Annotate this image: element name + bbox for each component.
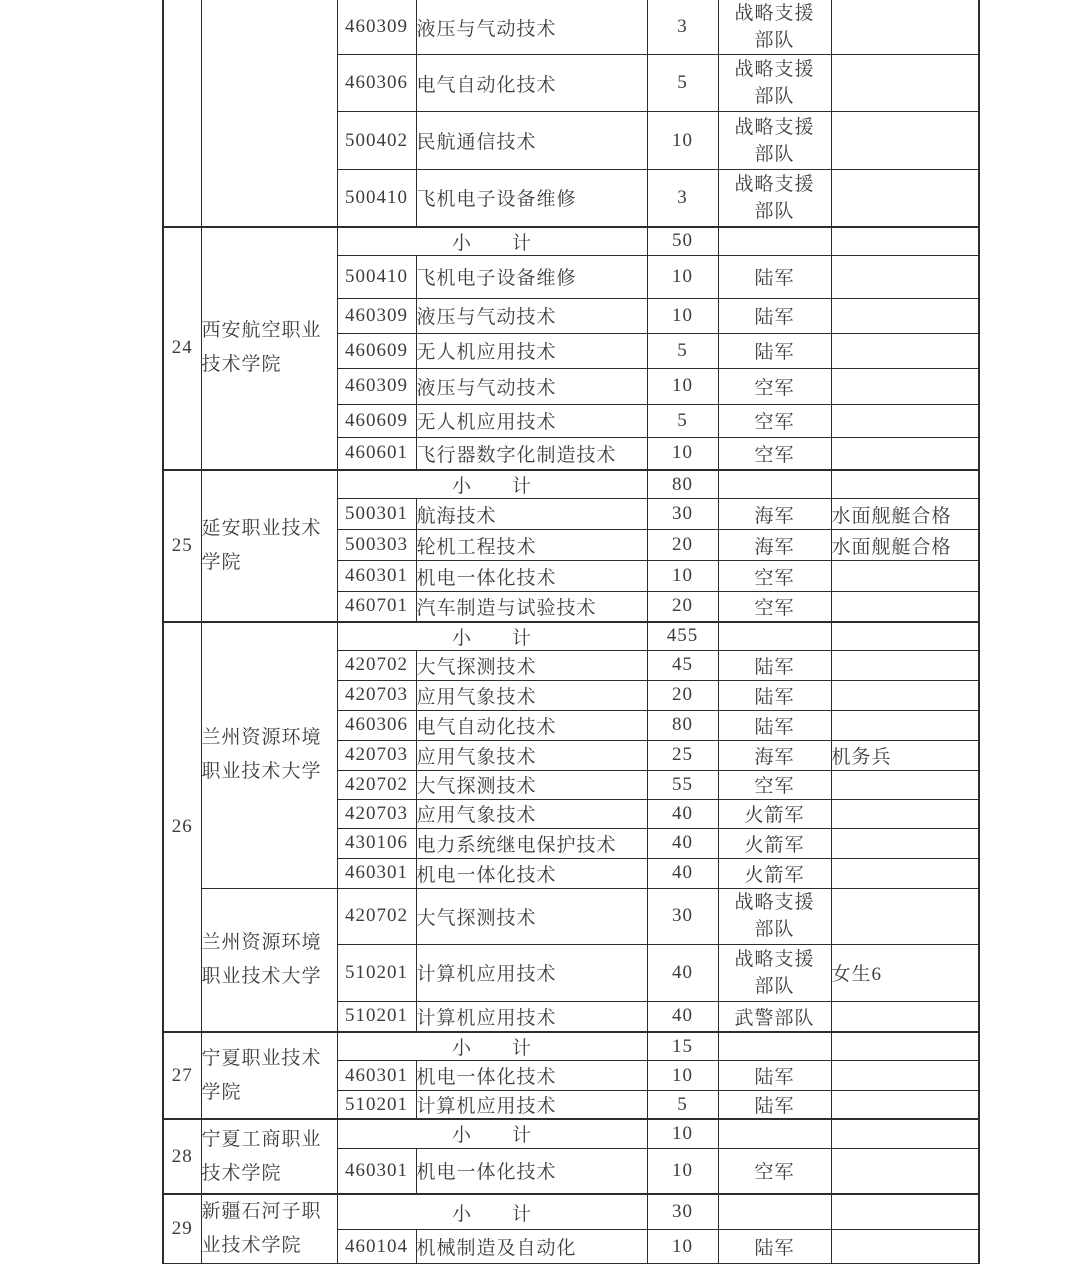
major-code-cell: 420702: [337, 650, 416, 680]
subtotal-row: [163, 622, 979, 651]
service-branch-cell: 海军: [718, 530, 831, 561]
subtotal-label-cell: 小 计: [337, 1194, 647, 1230]
major-code-cell: 500402: [337, 112, 416, 170]
row-number-cell: 29: [163, 1194, 201, 1264]
major-code-cell: 460601: [337, 437, 416, 470]
major-code-cell: 420702: [337, 770, 416, 799]
remark-cell: [831, 404, 979, 437]
school-name-cell: 兰州资源环境职业技术大学: [201, 622, 337, 889]
remark-cell: [831, 255, 979, 298]
service-branch-cell: 火箭军: [718, 799, 831, 828]
service-branch-cell: 陆军: [718, 333, 831, 368]
quota-count-cell: 40: [647, 799, 718, 828]
major-name-cell: 机电一体化技术: [416, 561, 647, 592]
service-branch-cell: 火箭军: [718, 828, 831, 858]
quota-count-cell: 10: [647, 368, 718, 404]
service-branch-cell-text: 战略支援部队: [734, 173, 815, 222]
quota-count-cell: 5: [647, 404, 718, 437]
service-branch-cell-text: 战略支援部队: [734, 948, 815, 997]
subtotal-row: [163, 1194, 979, 1230]
quota-count-cell: 10: [647, 255, 718, 298]
major-name-cell: 电力系统继电保护技术: [416, 828, 647, 858]
major-name-cell: 飞行器数字化制造技术: [416, 437, 647, 470]
service-branch-cell: 陆军: [718, 1061, 831, 1091]
remark-cell: [831, 1119, 979, 1148]
enrollment-table: [162, 0, 980, 1264]
service-branch-cell: [718, 470, 831, 499]
major-code-cell: 460301: [337, 858, 416, 888]
major-code-cell: 510201: [337, 1091, 416, 1120]
service-branch-cell: 空军: [718, 770, 831, 799]
major-code-cell: 500301: [337, 499, 416, 530]
major-name-cell: 无人机应用技术: [416, 404, 647, 437]
service-branch-cell: [718, 1194, 831, 1230]
subtotal-label-cell: 小 计: [337, 227, 647, 256]
row-number-cell: 28: [163, 1119, 201, 1194]
major-name-cell: 轮机工程技术: [416, 530, 647, 561]
major-name-cell: 应用气象技术: [416, 740, 647, 770]
major-code-cell: 460104: [337, 1230, 416, 1264]
school-name-cell: 兰州资源环境职业技术大学: [201, 888, 337, 1032]
service-branch-cell: 海军: [718, 499, 831, 530]
remark-cell: [831, 710, 979, 740]
quota-count-cell: 10: [647, 437, 718, 470]
service-branch-cell: [718, 1119, 831, 1148]
quota-count-cell: 10: [647, 561, 718, 592]
major-name-cell: 计算机应用技术: [416, 944, 647, 1001]
remark-cell: [831, 680, 979, 710]
major-name-cell: 电气自动化技术: [416, 55, 647, 112]
service-branch-cell: [718, 112, 831, 170]
service-branch-cell: 火箭军: [718, 858, 831, 888]
major-row: [163, 0, 979, 55]
major-code-cell: 460306: [337, 55, 416, 112]
service-branch-cell: 空军: [718, 561, 831, 592]
major-code-cell: 460309: [337, 0, 416, 55]
major-name-cell: 机械制造及自动化: [416, 1230, 647, 1264]
service-branch-cell: 空军: [718, 404, 831, 437]
quota-count-cell: 40: [647, 944, 718, 1001]
major-name-cell: 机电一体化技术: [416, 858, 647, 888]
school-name-cell: 延安职业技术学院: [201, 470, 337, 622]
remark-cell: [831, 799, 979, 828]
remark-cell: 女生6: [831, 944, 979, 1001]
remark-cell: [831, 561, 979, 592]
subtotal-label-cell: 小 计: [337, 470, 647, 499]
remark-cell: [831, 592, 979, 622]
major-code-cell: 460701: [337, 592, 416, 622]
service-branch-cell: [718, 0, 831, 55]
subtotal-label-cell: 小 计: [337, 622, 647, 651]
remark-cell: [831, 650, 979, 680]
service-branch-cell: 武警部队: [718, 1001, 831, 1032]
row-number-cell: 25: [163, 470, 201, 622]
major-name-cell: 大气探测技术: [416, 888, 647, 944]
quota-count-cell: 45: [647, 650, 718, 680]
remark-cell: [831, 298, 979, 333]
subtotal-label-cell: 小 计: [337, 1119, 647, 1148]
major-code-cell: 420703: [337, 680, 416, 710]
major-name-cell: 大气探测技术: [416, 650, 647, 680]
remark-cell: [831, 1061, 979, 1091]
major-name-cell: 液压与气动技术: [416, 298, 647, 333]
remark-cell: [831, 1194, 979, 1230]
subtotal-count-cell: 80: [647, 470, 718, 499]
subtotal-label-cell: 小 计: [337, 1032, 647, 1061]
subtotal-row: [163, 1032, 979, 1061]
service-branch-cell: 空军: [718, 437, 831, 470]
major-code-cell: 420703: [337, 740, 416, 770]
service-branch-cell-text: 战略支援部队: [734, 59, 815, 107]
quota-count-cell: 5: [647, 1091, 718, 1120]
major-name-cell: 应用气象技术: [416, 799, 647, 828]
remark-cell: 水面舰艇合格: [831, 530, 979, 561]
remark-cell: [831, 170, 979, 227]
school-name-cell: 宁夏职业技术学院: [201, 1032, 337, 1119]
major-name-cell: 计算机应用技术: [416, 1091, 647, 1120]
quota-count-cell: 30: [647, 499, 718, 530]
major-code-cell: 460309: [337, 368, 416, 404]
service-branch-cell: 空军: [718, 592, 831, 622]
major-code-cell: 510201: [337, 1001, 416, 1032]
subtotal-count-cell: 50: [647, 227, 718, 256]
subtotal-count-cell: 15: [647, 1032, 718, 1061]
quota-count-cell: 3: [647, 0, 718, 55]
remark-cell: [831, 858, 979, 888]
row-number-cell: 24: [163, 227, 201, 471]
remark-cell: 水面舰艇合格: [831, 499, 979, 530]
major-name-cell: 计算机应用技术: [416, 1001, 647, 1032]
row-number-cell: 26: [163, 622, 201, 1033]
major-row: [163, 888, 979, 944]
major-code-cell: 500303: [337, 530, 416, 561]
major-code-cell: 420703: [337, 799, 416, 828]
remark-cell: [831, 888, 979, 944]
school-name-cell: 新疆石河子职业技术学院: [201, 1194, 337, 1264]
remark-cell: [831, 437, 979, 470]
remark-cell: [831, 55, 979, 112]
remark-cell: [831, 1001, 979, 1032]
major-name-cell: 电气自动化技术: [416, 710, 647, 740]
major-name-cell: 汽车制造与试验技术: [416, 592, 647, 622]
service-branch-cell: [718, 622, 831, 651]
subtotal-count-cell: 10: [647, 1119, 718, 1148]
remark-cell: [831, 1148, 979, 1194]
remark-cell: [831, 770, 979, 799]
quota-count-cell: 40: [647, 1001, 718, 1032]
service-branch-cell: [718, 1032, 831, 1061]
school-name-cell: 宁夏工商职业技术学院: [201, 1119, 337, 1194]
service-branch-cell-text: 战略支援部队: [734, 892, 815, 940]
service-branch-cell: [718, 227, 831, 256]
remark-cell: 机务兵: [831, 740, 979, 770]
quota-count-cell: 10: [647, 298, 718, 333]
remark-cell: [831, 1230, 979, 1264]
remark-cell: [831, 828, 979, 858]
quota-count-cell: 10: [647, 1061, 718, 1091]
service-branch-cell: 陆军: [718, 255, 831, 298]
service-branch-cell: 陆军: [718, 298, 831, 333]
service-branch-cell: 海军: [718, 740, 831, 770]
major-code-cell: 510201: [337, 944, 416, 1001]
quota-count-cell: 20: [647, 680, 718, 710]
service-branch-cell: [718, 944, 831, 1001]
service-branch-cell: 空军: [718, 1148, 831, 1194]
major-code-cell: 460301: [337, 561, 416, 592]
service-branch-cell: 陆军: [718, 1230, 831, 1264]
remark-cell: [831, 112, 979, 170]
quota-count-cell: 10: [647, 1148, 718, 1194]
major-name-cell: 飞机电子设备维修: [416, 170, 647, 227]
quota-count-cell: 30: [647, 888, 718, 944]
quota-count-cell: 5: [647, 55, 718, 112]
remark-cell: [831, 227, 979, 256]
school-name-cell: [201, 0, 337, 227]
major-code-cell: 460609: [337, 333, 416, 368]
remark-cell: [831, 1091, 979, 1120]
service-branch-cell: 空军: [718, 368, 831, 404]
remark-cell: [831, 1032, 979, 1061]
major-name-cell: 飞机电子设备维修: [416, 255, 647, 298]
major-name-cell: 液压与气动技术: [416, 0, 647, 55]
quota-count-cell: 10: [647, 1230, 718, 1264]
major-code-cell: 460306: [337, 710, 416, 740]
row-number-cell: 27: [163, 1032, 201, 1119]
quota-count-cell: 5: [647, 333, 718, 368]
service-branch-cell: 陆军: [718, 650, 831, 680]
service-branch-cell: [718, 888, 831, 944]
remark-cell: [831, 333, 979, 368]
major-name-cell: 机电一体化技术: [416, 1061, 647, 1091]
quota-count-cell: 40: [647, 858, 718, 888]
major-code-cell: 460309: [337, 298, 416, 333]
major-name-cell: 航海技术: [416, 499, 647, 530]
quota-count-cell: 55: [647, 770, 718, 799]
remark-cell: [831, 368, 979, 404]
quota-count-cell: 80: [647, 710, 718, 740]
service-branch-cell: 陆军: [718, 680, 831, 710]
subtotal-row: [163, 470, 979, 499]
quota-count-cell: 40: [647, 828, 718, 858]
quota-count-cell: 3: [647, 170, 718, 227]
major-code-cell: 460609: [337, 404, 416, 437]
major-code-cell: 460301: [337, 1148, 416, 1194]
major-name-cell: 民航通信技术: [416, 112, 647, 170]
service-branch-cell: 陆军: [718, 710, 831, 740]
major-name-cell: 大气探测技术: [416, 770, 647, 799]
service-branch-cell-text: 战略支援部队: [734, 3, 815, 51]
quota-count-cell: 10: [647, 112, 718, 170]
major-name-cell: 液压与气动技术: [416, 368, 647, 404]
subtotal-row: [163, 1119, 979, 1148]
quota-count-cell: 20: [647, 592, 718, 622]
service-branch-cell: [718, 55, 831, 112]
quota-count-cell: 20: [647, 530, 718, 561]
remark-cell: [831, 470, 979, 499]
service-branch-cell: [718, 170, 831, 227]
subtotal-count-cell: 455: [647, 622, 718, 651]
major-name-cell: 应用气象技术: [416, 680, 647, 710]
major-code-cell: 420702: [337, 888, 416, 944]
quota-count-cell: 25: [647, 740, 718, 770]
school-name-cell: 西安航空职业技术学院: [201, 227, 337, 471]
major-name-cell: 机电一体化技术: [416, 1148, 647, 1194]
row-number-cell: [163, 0, 201, 227]
remark-cell: [831, 0, 979, 55]
subtotal-row: [163, 227, 979, 256]
major-code-cell: 500410: [337, 170, 416, 227]
subtotal-count-cell: 30: [647, 1194, 718, 1230]
major-code-cell: 500410: [337, 255, 416, 298]
service-branch-cell: 陆军: [718, 1091, 831, 1120]
major-code-cell: 460301: [337, 1061, 416, 1091]
service-branch-cell-text: 战略支援部队: [734, 116, 815, 165]
major-code-cell: 430106: [337, 828, 416, 858]
remark-cell: [831, 622, 979, 651]
major-name-cell: 无人机应用技术: [416, 333, 647, 368]
